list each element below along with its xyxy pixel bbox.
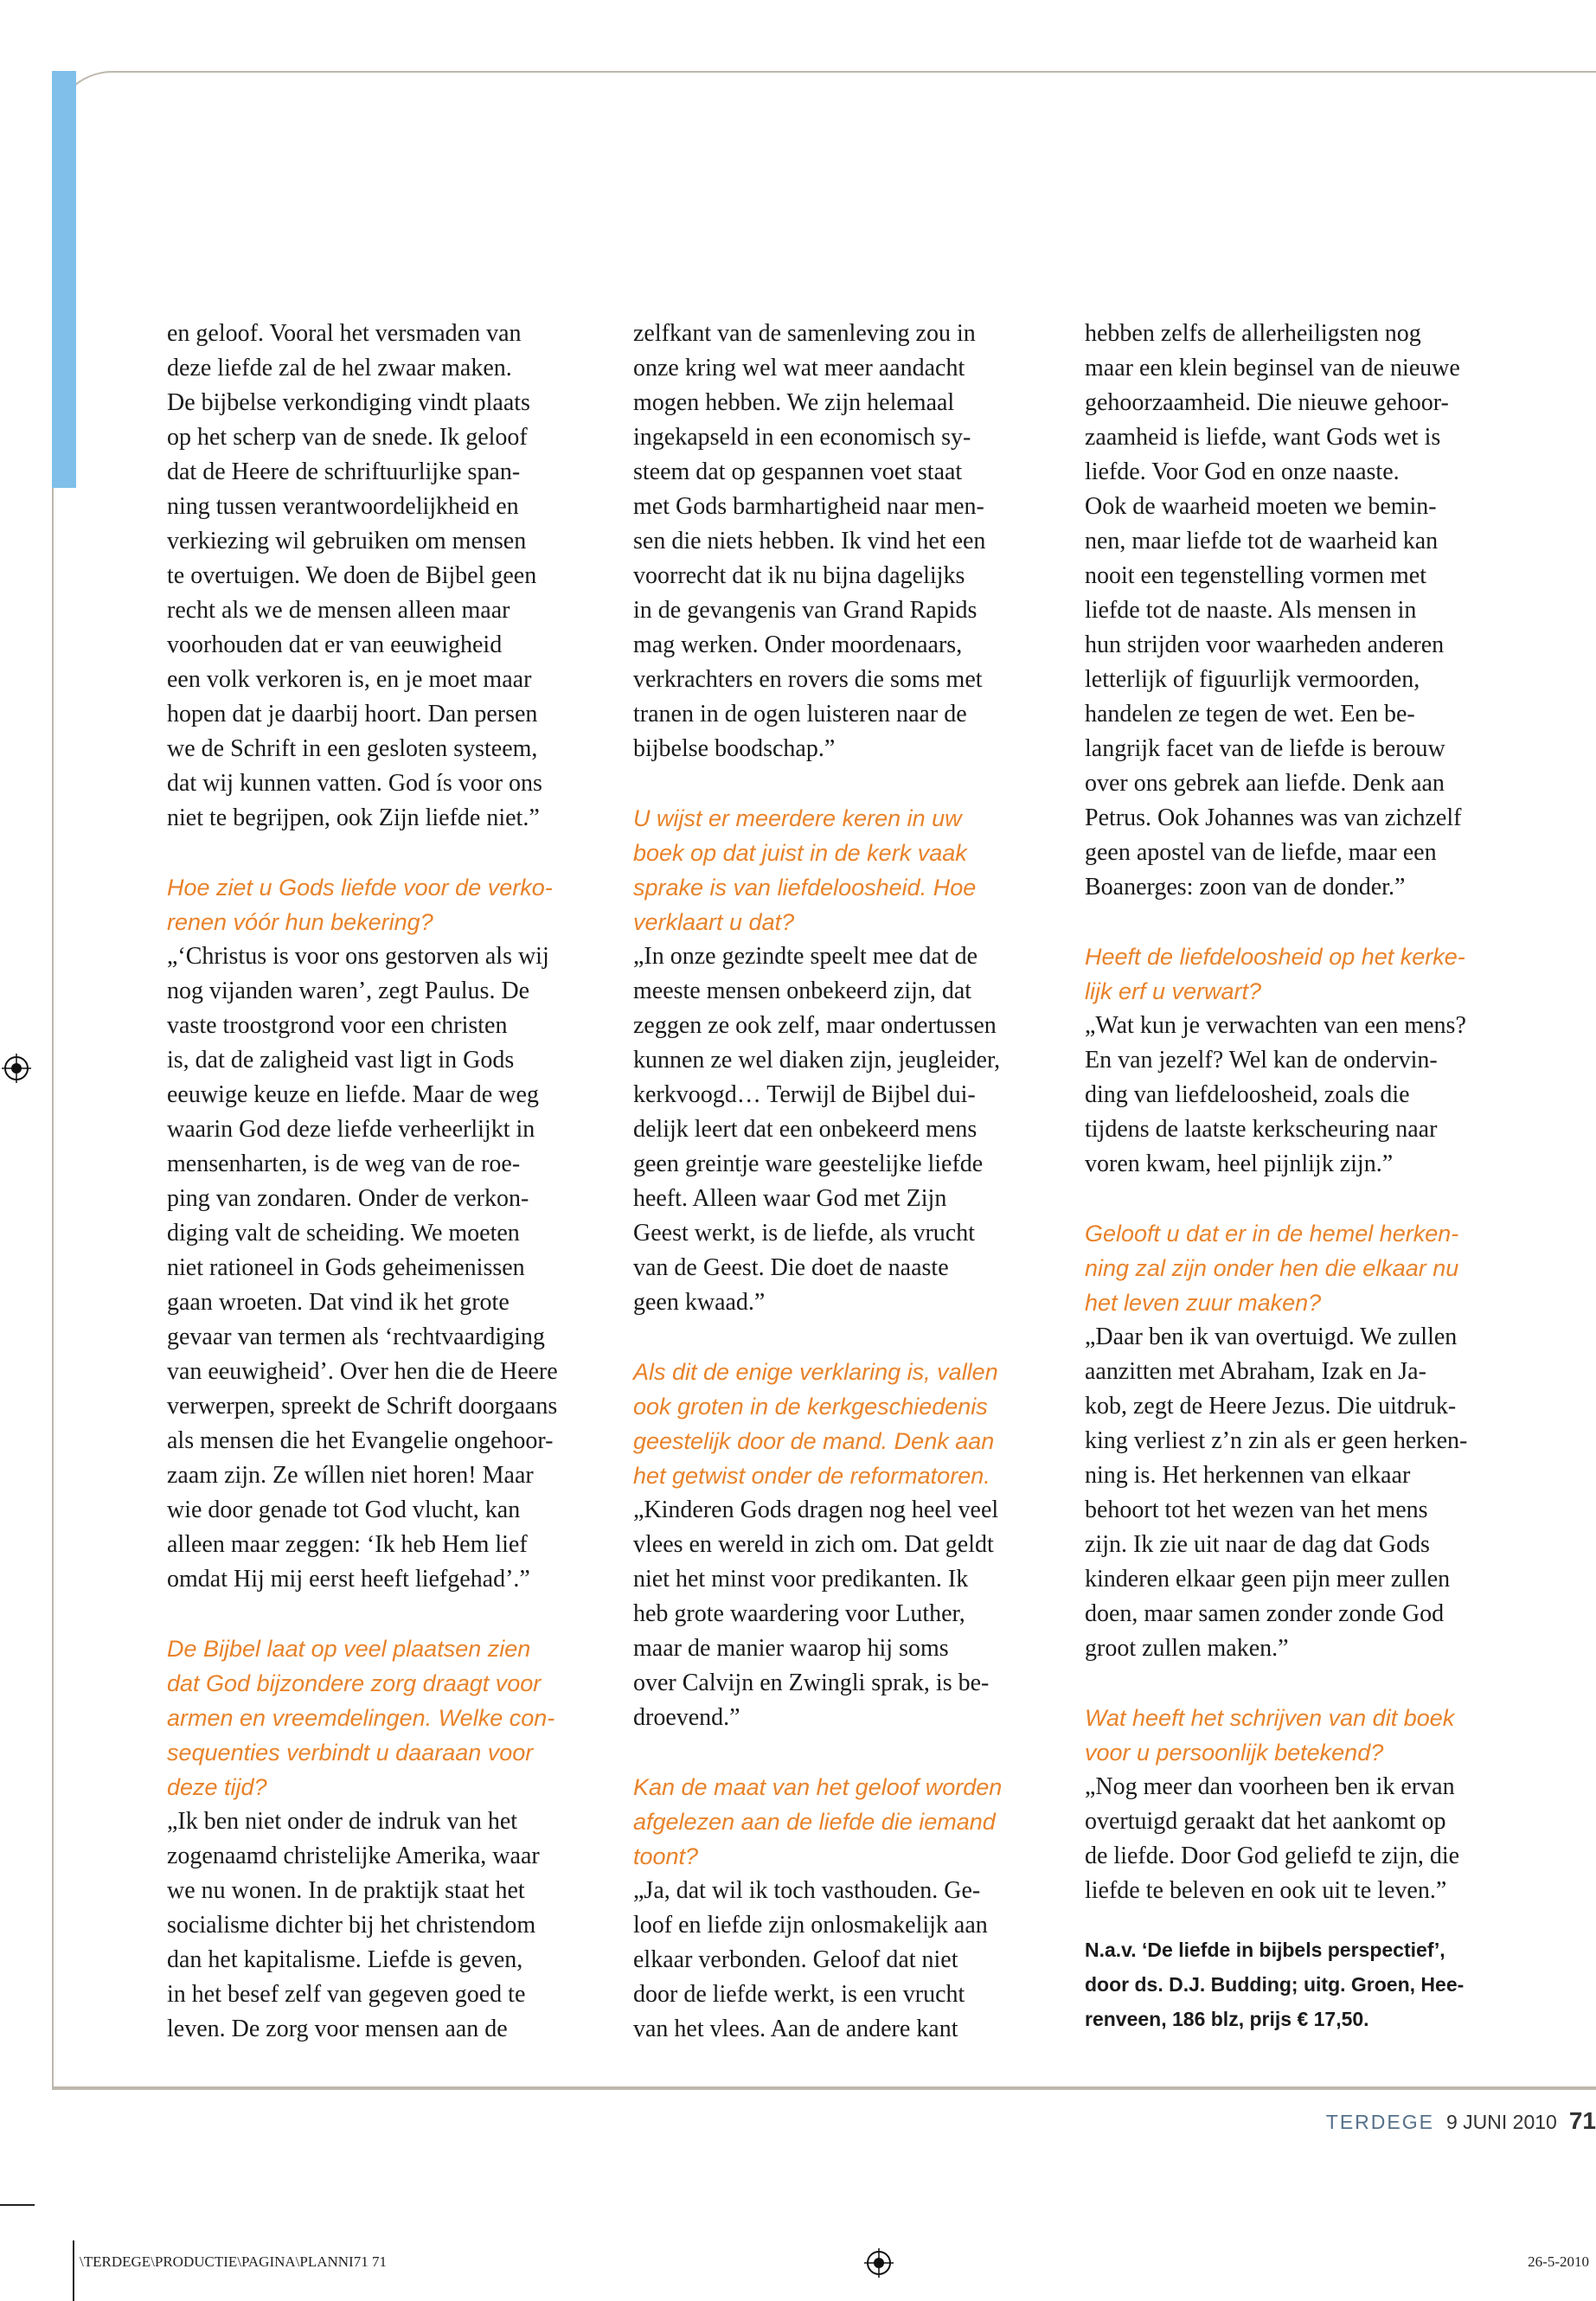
body-paragraph: „Kinderen Gods dragen nog heel veel vlees en wereld in zich om. Dat geldt niet het minst voor predikanten. Ik heb grote waardering voor Luther, maar de manier waarop hij soms over Calvijn en Zwingli sprak, is be- droevend.” bbox=[633, 1497, 999, 1731]
crop-mark bbox=[73, 2240, 74, 2301]
book-credit: N.a.v. ‘De liefde in bijbels perspectief’, door ds. D.J. Budding; uitg. Groen, Hee- renveen, 186 blz, prijs € 17,50. bbox=[1085, 1939, 1465, 2030]
body-paragraph: „Daar ben ik van overtuigd. We zullen aanzitten met Abraham, Izak en Ja- kob, zegt de Heere Jezus. Die uitdruk- king verliest z’n zin als er geen herken- ning is. Het herkennen van elkaar behoort tot het wezen van het mens zijn. Ik zie uit naar de dag dat Gods kinderen elkaar geen pijn meer zullen doen, maar samen zonder zonde God groot zullen maken.” bbox=[1085, 1324, 1468, 1662]
production-slug-date: 26-5-2010 bbox=[1528, 2253, 1589, 2270]
page-frame-bottom-rule bbox=[52, 2086, 1596, 2088]
body-paragraph: „Ik ben niet onder de indruk van het zogenaamd christelijke Amerika, waar we nu wonen. In de praktijk staat het socialisme dichter bij het christendom dan het kapitalisme. Liefde is geven, in het besef zelf van gegeven goed te leven. De zorg voor mensen aan de bbox=[167, 1808, 540, 2042]
body-paragraph: hebben zelfs de allerheiligsten nog maar een klein beginsel van de nieuwe gehoorzaamheid. Die nieuwe gehoor- zaamheid is liefde, want Gods wet is liefde. Voor God en onze naaste. Ook de waarheid moeten we bemin- nen, maar liefde tot de waarheid kan nooit een tegenstelling vormen met liefde tot de naaste. Als mensen in hun strijden voor waarheden anderen letterlijk of figuurlijk vermoorden, handelen ze tegen de wet. Een be- langrijk facet van de liefde is berouw over ons gebrek aan liefde. Denk aan Petrus. Ook Johannes was van zichzelf geen apostel van de liefde, maar een Boanerges: zoon van de donder.” bbox=[1085, 320, 1462, 901]
body-paragraph: zelfkant van de samenleving zou in onze kring wel wat meer aandacht mogen hebben. We zijn helemaal ingekapseld in een economisch sy- steem dat op gespannen voet staat met Gods barmhartigheid naar men- sen die niets hebben. Ik vind het een voorrecht dat ik nu bijna dagelijks in de gevangenis van Grand Rapids mag werken. Onder moordenaars, verkrachters en rovers die soms met tranen in de ogen luisteren naar de bijbelse boodschap.” bbox=[633, 320, 986, 762]
body-paragraph: „Nog meer dan voorheen ben ik ervan overtuigd geraakt dat het aankomt op de liefde. Door God geliefd te zijn, die liefde te beleven en ook uit te leven.” bbox=[1085, 1773, 1460, 1904]
page-folio bbox=[1326, 2107, 1596, 2135]
interview-question: Heeft de liefdeloosheid op het kerke- lijk erf u verwart? bbox=[1085, 944, 1465, 1004]
interview-question: Hoe ziet u Gods liefde voor de verko- renen vóór hun bekering? bbox=[167, 875, 553, 935]
body-paragraph: „‘Christus is voor ons gestorven als wij nog vijanden waren’, zegt Paulus. De vaste troostgrond voor een christen is, dat de zaligheid vast ligt in Gods eeuwige keuze en liefde. Maar de weg waarin God deze liefde verheerlijkt in mensenharten, is de weg van de roe- ping van zondaren. Onder de verkon- diging valt de scheiding. We moeten niet rationeel in Gods geheimenissen gaan wroeten. Dat vind ik het grote gevaar van termen als ‘rechtvaardiging van eeuwigheid’. Over hen die de Heere verwerpen, spreekt de Schrift doorgaans als mensen die het Evangelie ongehoor- zaam zijn. Ze wíllen niet horen! Maar wie door genade tot God vlucht, kan alleen maar zeggen: ‘Ik heb Hem lief omdat Hij mij eerst heeft liefgehad’.” bbox=[167, 943, 558, 1593]
magazine-name: TERDEGE bbox=[1325, 2111, 1434, 2133]
registration-mark-icon bbox=[2, 1054, 31, 1083]
body-paragraph: „In onze gezindte speelt mee dat de meeste mensen onbekeerd zijn, dat zeggen ze ook zelf, maar ondertussen kunnen ze wel diaken zijn, jeugleider, kerkvoogd… Terwijl de Bijbel dui- delijk leert dat een onbekeerd mens geen greintje ware geestelijke liefde heeft. Alleen waar God met Zijn Geest werkt, is de liefde, als vrucht van de Geest. Die doet de naaste geen kwaad.” bbox=[633, 943, 1001, 1316]
interview-question: Wat heeft het schrijven van dit boek voor u persoonlijk betekend? bbox=[1085, 1705, 1455, 1766]
interview-question: Kan de maat van het geloof worden afgelezen aan de liefde die iemand toont? bbox=[633, 1774, 1003, 1869]
article-column-3 bbox=[1085, 317, 1535, 2036]
article-column-2 bbox=[633, 317, 1083, 2081]
crop-mark bbox=[0, 2204, 35, 2206]
body-paragraph: „Wat kun je verwachten van een mens? En van jezelf? Wel kan de ondervin- ding van liefdeloosheid, zoals die tijdens de laatste kerkscheuring naar voren kwam, heel pijnlijk zijn.” bbox=[1085, 1012, 1466, 1177]
interview-question: De Bijbel laat op veel plaatsen zien dat God bijzondere zorg draagt voor armen en vreemdelingen. Welke con- sequenties verbindt u daaraan voor deze tijd? bbox=[167, 1636, 555, 1800]
interview-question: Als dit de enige verklaring is, vallen ook groten in de kerkgeschiedenis geestelijk door de mand. Denk aan het getwist onder de reformatoren. bbox=[633, 1359, 998, 1489]
registration-mark-icon bbox=[864, 2248, 894, 2278]
accent-bar bbox=[52, 71, 76, 488]
interview-question: U wijst er meerdere keren in uw boek op dat juist in de kerk vaak sprake is van liefdeloosheid. Hoe verklaart u dat? bbox=[633, 805, 977, 935]
body-paragraph: en geloof. Vooral het versmaden van deze liefde zal de hel zwaar maken. De bijbelse verkondiging vindt plaats op het scherp van de snede. Ik geloof dat de Heere de schriftuurlijke span- ning tussen verantwoordelijkheid en verkiezing wil gebruiken om mensen te overtuigen. We doen de Bijbel geen recht als we de mensen alleen maar voorhouden dat er van eeuwigheid een volk verkoren is, en je moet maar hopen dat je daarbij hoort. Dan persen we de Schrift in een gesloten systeem, dat wij kunnen vatten. God ís voor ons niet te begrijpen, ook Zijn liefde niet.” bbox=[167, 320, 542, 831]
article-column-1 bbox=[167, 317, 617, 2081]
interview-question: Gelooft u dat er in de hemel herken- ning zal zijn onder hen die elkaar nu het leven zuur maken? bbox=[1085, 1221, 1459, 1316]
issue-date: 9 JUNI 2010 bbox=[1445, 2111, 1557, 2133]
production-slug-path: \TERDEGE\PRODUCTIE\PAGINA\PLANNI71 71 bbox=[80, 2253, 387, 2270]
page-number: 71 bbox=[1568, 2107, 1596, 2134]
body-paragraph: „Ja, dat wil ik toch vasthouden. Ge- loof en liefde zijn onlosmakelijk aan elkaar verbonden. Geloof dat niet door de liefde werkt, is een vrucht van het vlees. Aan de andere kant bbox=[633, 1877, 988, 2042]
